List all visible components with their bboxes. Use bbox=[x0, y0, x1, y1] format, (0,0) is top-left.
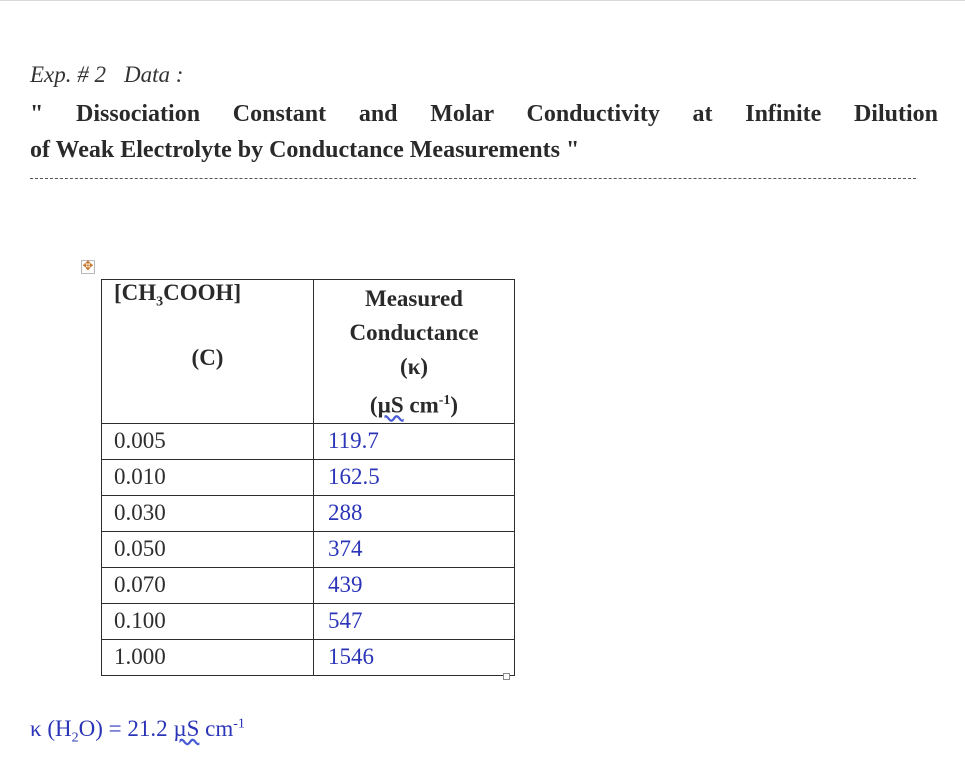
table-row bbox=[102, 639, 515, 675]
conductance-header-line1: Measured bbox=[365, 286, 463, 311]
water-conductance-note: κ $(H_2O) = 21.2$ µS $cm^{-1}$ bbox=[30, 716, 245, 746]
title-line-2: of Weak Electrolyte by Conductance Measurements " bbox=[30, 137, 580, 163]
concentration-cell[interactable]: 0.010 bbox=[102, 459, 314, 495]
concentration-symbol: (C) bbox=[191, 344, 224, 370]
header-row bbox=[102, 280, 515, 424]
conductance-cell[interactable]: 162.5 bbox=[314, 459, 515, 495]
table-resize-handle-icon[interactable] bbox=[503, 673, 510, 680]
concentration-cell[interactable]: 1.000 bbox=[102, 639, 314, 675]
conductance-cell[interactable]: 547 bbox=[314, 603, 515, 639]
table-row bbox=[102, 459, 515, 495]
dashed-separator bbox=[30, 178, 916, 179]
conductance-cell[interactable]: 288 bbox=[314, 495, 515, 531]
concentration-cell[interactable]: 0.070 bbox=[102, 567, 314, 603]
data-label: Data : bbox=[124, 62, 184, 87]
conductance-cell[interactable]: 1546 bbox=[314, 639, 515, 675]
title-line-1: " Dissociation Constant and Molar Conductivity at Infinite Dilution bbox=[30, 101, 938, 127]
conductance-header-line3: (κ) bbox=[399, 354, 429, 379]
top-border bbox=[0, 0, 965, 1]
exp-number: Exp. # 2 bbox=[30, 62, 107, 87]
conductance-cell[interactable]: 374 bbox=[314, 531, 515, 567]
table-move-handle-icon[interactable]: ✥ bbox=[82, 259, 94, 274]
concentration-header-label: $[CH_3COOH]$ bbox=[114, 280, 242, 310]
table-row bbox=[102, 531, 515, 567]
conductance-header-line2: Conductance bbox=[349, 320, 479, 345]
table-row bbox=[102, 603, 515, 639]
conductance-cell[interactable]: 439 bbox=[314, 567, 515, 603]
data-table bbox=[101, 279, 515, 676]
concentration-cell[interactable]: 0.100 bbox=[102, 603, 314, 639]
table-row bbox=[102, 423, 515, 459]
concentration-header bbox=[102, 280, 314, 424]
table-row bbox=[102, 495, 515, 531]
table-row bbox=[102, 567, 515, 603]
concentration-cell[interactable]: 0.030 bbox=[102, 495, 314, 531]
experiment-title bbox=[30, 96, 938, 168]
concentration-cell[interactable]: 0.005 bbox=[102, 423, 314, 459]
conductance-header bbox=[314, 280, 515, 424]
conductance-unit: (µS $cm^{-1}$) bbox=[369, 392, 459, 418]
conductance-cell[interactable]: 119.7 bbox=[314, 423, 515, 459]
experiment-label bbox=[30, 62, 183, 88]
concentration-cell[interactable]: 0.050 bbox=[102, 531, 314, 567]
